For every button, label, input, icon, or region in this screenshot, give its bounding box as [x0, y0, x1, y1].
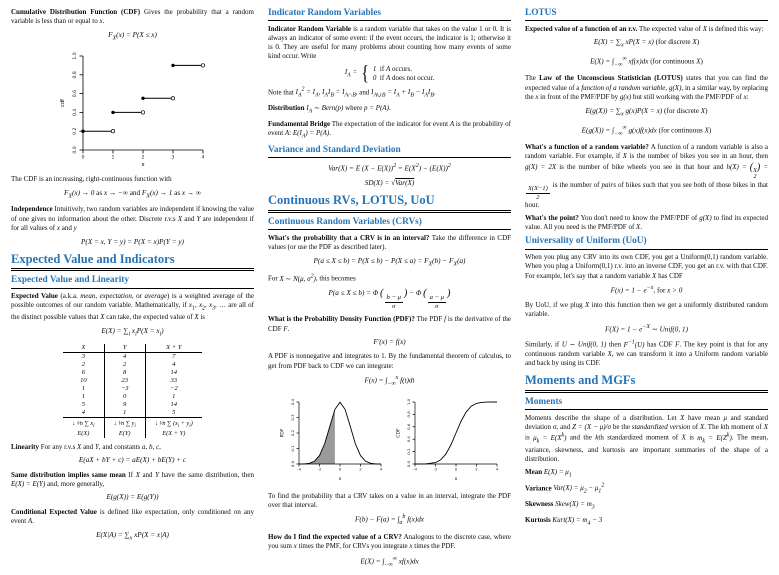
table-header: Y: [104, 344, 145, 353]
function-of-rv-term: What's a function of a random variable?: [525, 142, 649, 151]
table-cell: 33: [145, 377, 201, 385]
table-cell: 8: [104, 369, 145, 377]
ev-continuous-formula: $E(X) = \int_{-\infty}^\infty$ xf(x)dx (for continuous X): [590, 56, 703, 69]
fundamental-bridge-term: Fundamental Bridge: [268, 119, 331, 128]
x-axis-label: x: [338, 476, 342, 482]
cdf-term: Cumulative Distribution Function (CDF): [11, 8, 141, 16]
subsection-variance-sd: Variance and Standard Deviation: [268, 145, 511, 158]
ev-discrete-formula: $E(X) = \sum_x$ xP(X = x) (for discrete X): [593, 38, 700, 49]
cdf-curve-plot: [391, 394, 504, 489]
cdf-step-plot: [53, 48, 213, 170]
pdf-to-cdf-formula: $F(x) = \int_{-\infty}^x$ f(t)dt: [364, 375, 415, 388]
table-cell: 14: [145, 401, 201, 409]
fundamental-bridge: [268, 120, 511, 141]
x-axis-label: x: [454, 476, 458, 482]
crv-ev-body: Analogous to the discrete case, where you sum x times the PMF, for CRVs you integrate x times the PDF.: [268, 532, 511, 550]
table-cell: E(X): [77, 430, 90, 438]
y-tick: 0.4: [290, 398, 295, 405]
kurtosis-formula: Kurt(X) = $m_4 - 3$: [552, 515, 603, 527]
skewness-term: Skewness: [525, 500, 554, 509]
table-cell: 3: [81, 353, 86, 361]
mean-definition: [525, 468, 768, 480]
same-distribution-definition: [11, 471, 254, 489]
cases-rows: [373, 65, 434, 82]
y-tick: 0.8: [72, 70, 78, 79]
table-cell: ↓ ¹⁄n ∑ $y_i$: [104, 417, 145, 429]
expected-value-body: (a.k.a. mean, expectation, or average) is a weighted average of the possible outcomes of our random variable. Mathematically, if $x_1$, $x_2$, $x_3$, … are all of the distinct possible values that X can take, the expected value of X is: [11, 292, 255, 322]
function-of-rv-body: A function of a random variable is also a random variable. For example, if X is the number of bikes you see in an hour, then g(X) = 2X is the number of bike wheels you see in that hour and h(X) = ( X 2 ) = $\frac{X(X-1)}{2}$ is the number of pairs of bikes such that you see both of those bikes in that hour.: [525, 142, 768, 210]
subsection-uou: Universality of Uniform (UoU): [525, 236, 768, 249]
linearity-definition: [11, 443, 254, 452]
whats-the-point-term: What's the point?: [525, 214, 579, 222]
section-moments-mgfs: Moments and MGFs: [525, 374, 768, 393]
table-cell: 6: [81, 369, 86, 377]
x-tick: 3: [171, 155, 174, 161]
table-cell: 4: [81, 409, 86, 417]
indicator-rv-term: Indicator Random Variable: [268, 24, 351, 33]
y-tick: 0.8: [406, 410, 411, 418]
x-tick-labels: [413, 466, 499, 471]
y-tick: 0.2: [72, 127, 78, 135]
x-tick: 4: [495, 466, 499, 472]
table-cell: 1: [104, 409, 145, 418]
x-tick: 1: [111, 155, 114, 161]
lotus-continuous-formula: $E(g(X)) = \int_{-\infty}^\infty$ g(x)f(x)dx (for continuous X): [581, 124, 712, 137]
y-tick-labels: [72, 52, 78, 153]
case-row: [373, 65, 434, 73]
uou-body-3: Similarly, if U ∼ Unif(0, 1) then $F^{-1}(U)$ has CDF F. The key point is that for any continuous random variable X, we can transform it into a Uniform random variable and back by using its CDF.: [525, 339, 769, 368]
subsection-crvs: Continuous Random Variables (CRVs): [268, 217, 511, 230]
variance-definition: [525, 483, 768, 496]
conditional-ev-term: Conditional Expected Value: [11, 507, 97, 516]
x-tick: 2: [359, 466, 362, 472]
cdf-limits-formula: $F_X(x) \to 0$ as x → −∞ and $F_X(x) \to 1$ as x → ∞: [63, 188, 202, 199]
cases-lhs: $I_A$ =: [344, 68, 358, 79]
table-cell: 2: [81, 361, 86, 369]
cdf-definition: [11, 8, 254, 26]
x-tick-labels: [81, 154, 204, 160]
linearity-example-table: [63, 344, 202, 438]
variance-term: Variance: [525, 484, 552, 493]
table-row: [63, 409, 202, 418]
same-distribution-formula: E(g(X)) = E(g(Y)): [106, 493, 159, 502]
x-axis-label: x: [140, 161, 145, 168]
left-brace: {: [361, 61, 369, 85]
independence-body: Intuitively, two random variables are independent if knowing the value of one gives no information about the other. Discrete r.v.s X and Y are independent if for all values of x and y: [11, 205, 255, 232]
indicator-cases-formula: [268, 61, 511, 85]
case-condition: if A does not occur.: [379, 74, 435, 83]
pdf-body: The PDF f is the derivative of the CDF F.: [268, 315, 511, 333]
table-header: X: [63, 344, 104, 353]
kurtosis-term: Kurtosis: [525, 515, 551, 524]
subsection-expected-value-linearity: Expected Value and Linearity: [11, 275, 254, 288]
distribution-term: Distribution: [268, 104, 305, 113]
pdf-derivative-formula: F′(x) = f(x): [373, 338, 406, 347]
conditional-ev-formula: $E(X|A) = \sum_x$ xP(X = x|A): [96, 530, 169, 541]
cdf-step-points: [81, 63, 204, 132]
table-row: [63, 377, 202, 385]
crv-interval-body: Take the difference in CDF values (or use the PDF as described later).: [268, 233, 512, 251]
case-value: 0: [372, 74, 377, 83]
crv-interval-question: [268, 234, 511, 252]
table-row: [63, 361, 202, 369]
table-results-row: [63, 430, 202, 438]
y-tick: 0.2: [406, 448, 411, 455]
table-cell: 9: [104, 401, 145, 409]
cdf-curve: [415, 402, 497, 464]
subsection-lotus: LOTUS: [525, 8, 768, 21]
plot-axes: [79, 56, 203, 154]
lotus-statement: The Law of the Unconscious Statistician (LOTUS) states that you can find the expected value of a function of a random variable, g(X), in a similar way, by replacing the x in front of the PMF/PDF by g(x) but still working with the PMF/PDF of x:: [525, 74, 768, 101]
pdf-question: [268, 315, 511, 333]
uou-cdf-formula: $F(x) = 1 - e^{-x}$, for x > 0: [610, 285, 683, 295]
linearity-term: Linearity: [11, 442, 39, 451]
whats-the-point: [525, 214, 768, 232]
table-cell: E(Y): [104, 430, 145, 438]
lotus-definition: [525, 25, 768, 34]
table-cell: 5: [145, 409, 201, 418]
sd-formula: SD(X) = √Var(X): [364, 179, 415, 188]
normal-note: For X ∼ N(μ, $\sigma^2$), this becomes: [268, 273, 356, 283]
kurtosis-definition: [525, 516, 768, 528]
table-cell: ↓ ¹⁄n ∑ $(x_i + y_i)$: [145, 417, 201, 429]
uou-body-1: When you plug any CRV into its own CDF, you get a Uniform(0,1) random variable. When you plug a Uniform(0,1) r.v. into an inverse CDF, you get an r.v. with that CDF. For example, let's say that a random variable X has CDF: [525, 253, 768, 280]
indicator-distribution: [268, 104, 511, 116]
normal-interval-formula: P(a ≤ X ≤ b) = Φ ( $\frac{b - \mu}{\sigma}$ ) − Φ ( $\frac{a - \mu}{\sigma}$ ): [328, 288, 451, 310]
pdf-term: What is the Probability Density Function (PDF)?: [268, 315, 415, 324]
x-tick: 0: [81, 155, 84, 161]
y-tick: 1.0: [72, 52, 78, 60]
y-tick: 0.6: [406, 423, 411, 430]
section-expected-value-indicators: Expected Value and Indicators: [11, 253, 254, 272]
moments-body: Moments describe the shape of a distribution. Let X have mean μ and standard deviation σ, and Z = (X − μ)/σ be the standardized version of X. The kth moment of X is $\mu_k = E(X^k)$ and the kth standardized moment of X is $m_k = E(Z^k)$. The mean, variance, skewness, and kurtosis are important summaries of the shape of a distribution.: [525, 413, 769, 463]
skewness-formula: Skew(X) = $m_3$: [555, 500, 595, 511]
variance-formula: Var(X) = E $(X - E(X))^2 = E(X^2) - (E(X))^2$: [328, 162, 451, 172]
pdf-plot: [275, 394, 388, 489]
y-tick: 0.3: [290, 413, 295, 421]
subsection-moments: Moments: [525, 397, 768, 410]
subsection-indicator-rvs: Indicator Random Variables: [268, 8, 511, 21]
x-tick: -4: [297, 466, 301, 472]
y-tick-labels: [406, 398, 411, 467]
x-tick: 0: [454, 466, 458, 472]
linearity-formula: E(aX + bY + c) = aE(X) + bE(Y) + c: [78, 456, 187, 465]
table-row: [63, 385, 202, 393]
table-cell: E(X + Y): [145, 430, 201, 438]
table-cell: 10: [80, 377, 87, 385]
crv-ev-formula: $E(X) = \int_{-\infty}^\infty$ xf(x)dx: [360, 555, 419, 568]
table-cell: 1: [81, 385, 86, 393]
lotus-term: Expected value of a function of an r.v.: [525, 24, 638, 33]
distribution-body: $I_A$ ∼ Bern(p) where p = P(A).: [306, 104, 391, 115]
uou-uniform-formula: $F(X) = 1 - e^{-X}$ ∼ Unif(0, 1): [605, 323, 688, 334]
y-tick: 0.6: [72, 89, 78, 98]
case-condition: if A occurs.: [379, 65, 412, 74]
y-tick: 0.0: [406, 460, 411, 467]
cdf-body: Gives the probability that a random variable is less than or equal to x.: [11, 8, 255, 26]
indicator-note: Note that $I_A^2 = I_A$, $I_AI_B = I_{A\cap B}$, and $I_{A\cup B} = I_A + I_B - I_AI_B$.: [268, 87, 436, 99]
crv-interval-term: What's the probability that a CRV is in an interval?: [268, 233, 430, 242]
table-cell: −2: [145, 385, 201, 393]
crv-interval-formula: $P(a \le X \le b) = P(X \le b) - P(X \le a) = F_X(b) - F_X(a)$: [313, 256, 466, 267]
function-of-rv: [525, 143, 768, 211]
conditional-ev-body: is defined like expectation, only conditioned on any event A.: [11, 507, 254, 525]
pdf-integrate-note: A PDF is nonnegative and integrates to 1. By the fundamental theorem of calculus, to get from PDF back to CDF we can integrate:: [268, 352, 511, 370]
table-sums-row: [63, 417, 202, 429]
table-cell: −3: [104, 385, 145, 393]
table-row: [63, 401, 202, 409]
same-distribution-body: If X and Y have the same distribution, then E(X) = E(Y) and, more generally,: [11, 470, 255, 488]
y-tick: 1.0: [406, 398, 411, 405]
x-tick-labels: [297, 466, 383, 471]
section-continuous-rvs: Continuous RVs, LOTUS, UoU: [268, 194, 511, 213]
independence-term: Independence: [11, 205, 53, 214]
table-cell: 7: [145, 352, 201, 361]
y-axis-label: CDF: [396, 427, 402, 438]
mean-term: Mean: [525, 467, 543, 476]
y-axis-label: PDF: [280, 428, 286, 437]
table-row: [63, 393, 202, 401]
table-cell: 1: [81, 393, 86, 401]
table-cell: 23: [104, 377, 145, 385]
crv-ev-term: How do I find the expected value of a CRV?: [268, 532, 402, 541]
table-cell: 14: [145, 369, 201, 377]
whats-the-point-body: You don't need to know the PMF/PDF of g(X) to find its expected value. All you need is the PMF/PDF of X.: [525, 214, 768, 232]
table-row: [63, 352, 202, 361]
mean-formula: $E(X) = \mu_1$: [543, 467, 572, 478]
table-cell: 1: [145, 393, 201, 401]
column-2: [268, 8, 511, 571]
x-tick: 4: [201, 155, 204, 161]
table-cell: 4: [145, 361, 201, 369]
linearity-body: For any r.v.s X and Y, and constants a, b, c,: [40, 442, 161, 451]
y-tick: 0.4: [72, 108, 78, 116]
x-tick: 4: [379, 466, 383, 472]
pdf-cdf-plots: [268, 394, 511, 489]
skewness-definition: [525, 500, 768, 512]
cdf-formula: $F_X(x) = P(X \le x)$: [108, 30, 157, 42]
fundamental-bridge-body: The expectation of the indicator for event A is the probability of event A: $E(I_A) = P(A)$.: [268, 119, 511, 140]
column-3: [525, 8, 768, 571]
plot-axes: [413, 402, 498, 467]
x-tick: 2: [475, 466, 478, 472]
table-row: [63, 369, 202, 377]
interval-integral-formula: $F(b) - F(a) = \int_a^b$ f(x)dx: [355, 514, 424, 527]
conditional-ev-definition: [11, 508, 254, 526]
table-cell: 5: [81, 401, 86, 409]
table-cell: 0: [104, 393, 145, 401]
indicator-rv-body: is a random variable that takes on the value 1 or 0. It is always an indicator of some event: if the event occurs, the indicator is 1; otherwise it is 0. They are useful for many problems about counting how many events of some kind occur. Write: [268, 24, 511, 61]
y-tick: 0.1: [290, 444, 295, 452]
table-cell: 4: [104, 352, 145, 361]
cdf-note: The CDF is an increasing, right-continuous function with: [11, 174, 172, 183]
plot-axes: [297, 402, 382, 467]
expected-value-definition: [11, 292, 254, 323]
pdf-curve: [299, 402, 381, 464]
x-tick: -2: [317, 466, 322, 472]
x-tick: -4: [413, 466, 417, 472]
table-header: X + Y: [145, 344, 201, 353]
lotus-body: The expected value of X is defined this way:: [638, 24, 764, 33]
lotus-discrete-formula: $E(g(X)) = \sum_x$ g(x)P(X = x) (for discrete X): [585, 106, 708, 118]
y-axis-label: cdf: [59, 98, 66, 107]
y-tick: 0.0: [290, 460, 295, 467]
x-tick: -2: [433, 466, 438, 472]
y-tick: 0.2: [290, 429, 295, 436]
uou-body-2: By UoU, if we plug X into this function then we get a uniformly distributed random variable.: [525, 300, 768, 319]
independence-definition: [11, 205, 254, 233]
crv-ev-question: [268, 533, 511, 551]
y-tick: 0.4: [406, 435, 411, 442]
variance-formula: $Var(X) = \mu_2 - \mu_1^2$: [553, 483, 605, 495]
cdf-step-plot-wrap: [11, 48, 254, 172]
same-distribution-term: Same distribution implies same mean: [11, 470, 126, 479]
case-row: [373, 74, 434, 82]
column-1: [11, 8, 254, 571]
case-value: 1: [372, 65, 377, 74]
shaded-area: [299, 409, 335, 464]
expected-value-formula: $E(X) = \sum_i$ $x_iP(X = x_i)$: [101, 327, 164, 338]
x-tick: 0: [338, 466, 342, 472]
expected-value-term: Expected Value: [11, 292, 58, 301]
independence-formula: P(X = x, Y = y) = P(X = x)P(Y = y): [81, 237, 184, 246]
indicator-rv-definition: [268, 25, 511, 62]
table-header-row: [63, 344, 202, 353]
x-tick: 2: [141, 155, 144, 161]
y-tick: 0.0: [72, 146, 78, 154]
table-cell: 2: [104, 361, 145, 369]
table-cell: ↓ ¹⁄n ∑ $x_i$: [63, 417, 104, 429]
y-tick-labels: [290, 398, 295, 467]
interval-integration-note: To find the probability that a CRV takes on a value in an interval, integrate the PDF over that interval.: [268, 491, 511, 509]
